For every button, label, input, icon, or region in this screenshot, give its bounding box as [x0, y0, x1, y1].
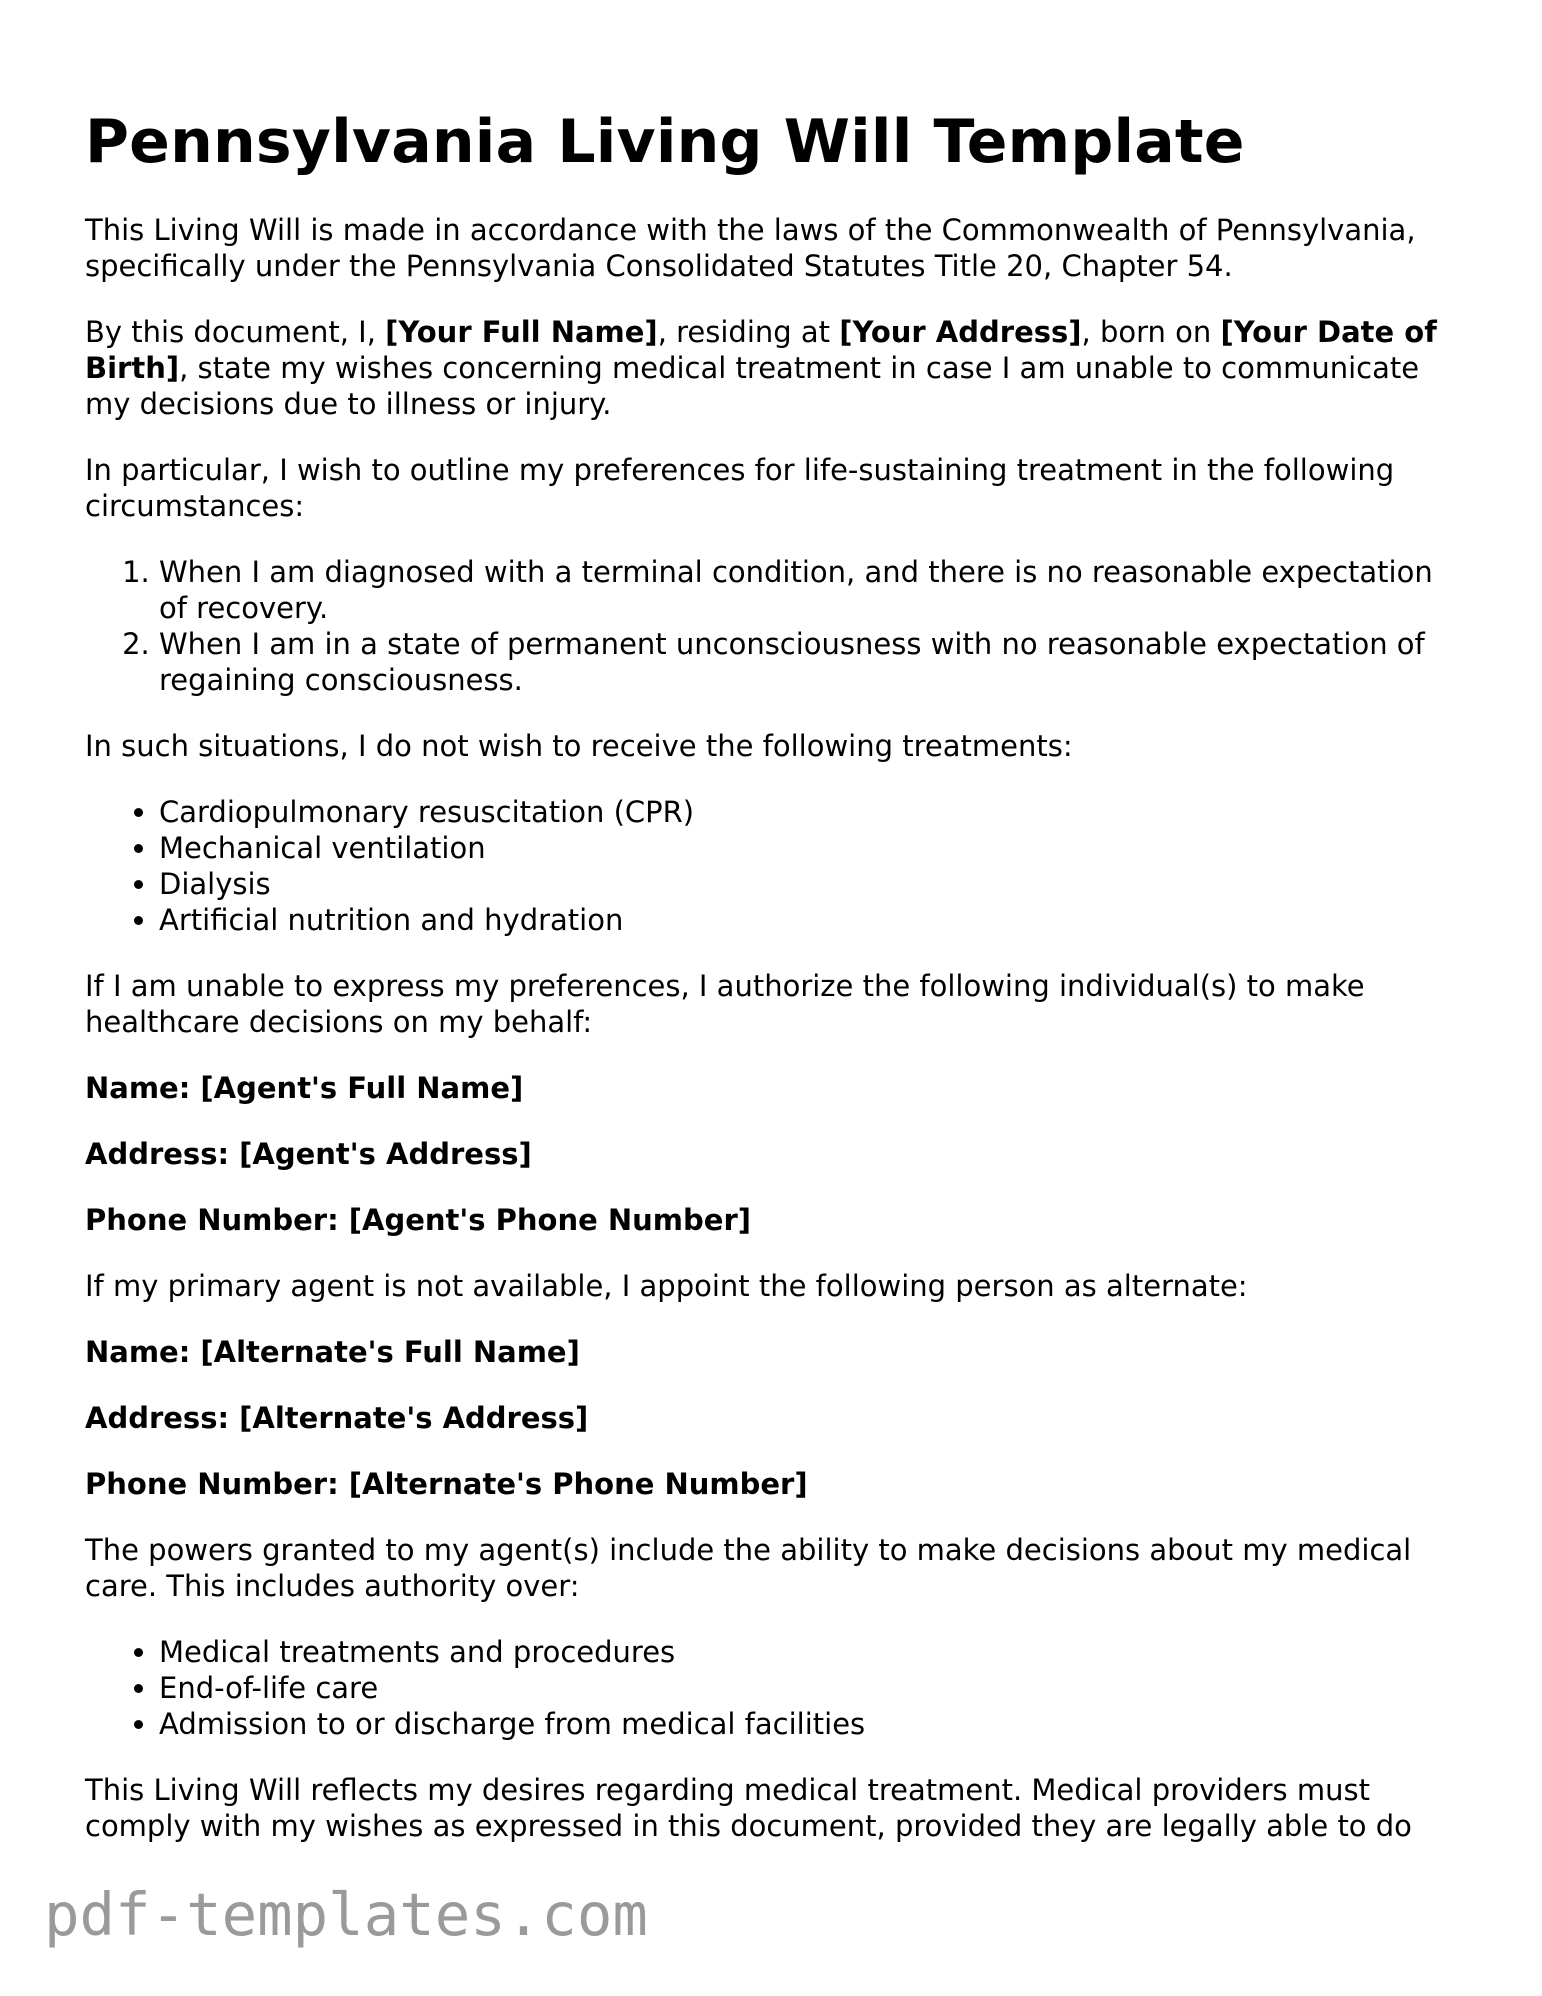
address-placeholder: [Your Address]: [839, 315, 1082, 349]
agent-address-field: Address: [Agent's Address]: [85, 1137, 532, 1171]
circumstances-intro: In particular, I wish to outline my preferences for life-sustaining treatment in the following circumstances:: [85, 453, 1395, 523]
declaration-text-4: , state my wishes concerning medical treatment in case I am unable to communicate my decisions due to illness or injury.: [85, 351, 1420, 421]
treatments-list: [85, 794, 1465, 938]
closing-paragraph: This Living Will reflects my desires regarding medical treatment. Medical providers must comply with my wishes as expressed in this document, provided they are legally able to do: [85, 1773, 1412, 1843]
list-item: • Dialysis: [159, 866, 1465, 902]
alternate-name-field: Name: [Alternate's Full Name]: [85, 1335, 580, 1369]
agent-phone-field: Phone Number: [Agent's Phone Number]: [85, 1203, 752, 1237]
list-item: • Artificial nutrition and hydration: [159, 902, 1465, 938]
list-item: • Admission to or discharge from medical facilities: [159, 1706, 1465, 1742]
list-item: • Medical treatments and procedures: [159, 1634, 1465, 1670]
alternate-address-field: Address: [Alternate's Address]: [85, 1401, 589, 1435]
agent-name-field: Name: [Agent's Full Name]: [85, 1071, 524, 1105]
circumstances-list: [85, 554, 1465, 698]
declaration-paragraph: [85, 314, 1465, 422]
document-page: [85, 0, 1465, 1844]
treatments-intro: In such situations, I do not wish to receive the following treatments:: [85, 729, 1073, 763]
list-item: • End-of-life care: [159, 1670, 1465, 1706]
list-item: 2. When I am in a state of permanent unconsciousness with no reasonable expectation of regaining consciousness.: [159, 626, 1465, 698]
declaration-text-1: By this document, I,: [85, 315, 386, 349]
dob-placeholder: [Your Date of Birth]: [85, 315, 1437, 385]
alternate-phone-field: Phone Number: [Alternate's Phone Number]: [85, 1467, 808, 1501]
alternate-intro: If my primary agent is not available, I appoint the following person as alternate:: [85, 1269, 1248, 1303]
list-item: 1. When I am diagnosed with a terminal condition, and there is no reasonable expectation of recovery.: [159, 554, 1465, 626]
list-item: • Mechanical ventilation: [159, 830, 1465, 866]
list-item: • Cardiopulmonary resuscitation (CPR): [159, 794, 1465, 830]
document-title: Pennsylvania Living Will Template: [85, 107, 1245, 177]
powers-intro: The powers granted to my agent(s) include the ability to make decisions about my medical care. This includes authority over:: [85, 1533, 1412, 1603]
declaration-text-2: , residing at: [657, 315, 840, 349]
intro-paragraph: This Living Will is made in accordance with the laws of the Commonwealth of Pennsylvania, specifically under the Pennsylvania Consolidated Statutes Title 20, Chapter 54.: [85, 213, 1416, 283]
declaration-text-3: , born on: [1081, 315, 1221, 349]
full-name-placeholder: [Your Full Name]: [385, 315, 658, 349]
agent-intro: If I am unable to express my preferences, I authorize the following individual(s) to make healthcare decisions on my behalf:: [85, 969, 1365, 1039]
watermark: pdf-templates.com: [44, 1880, 648, 1949]
powers-list: [85, 1634, 1465, 1742]
